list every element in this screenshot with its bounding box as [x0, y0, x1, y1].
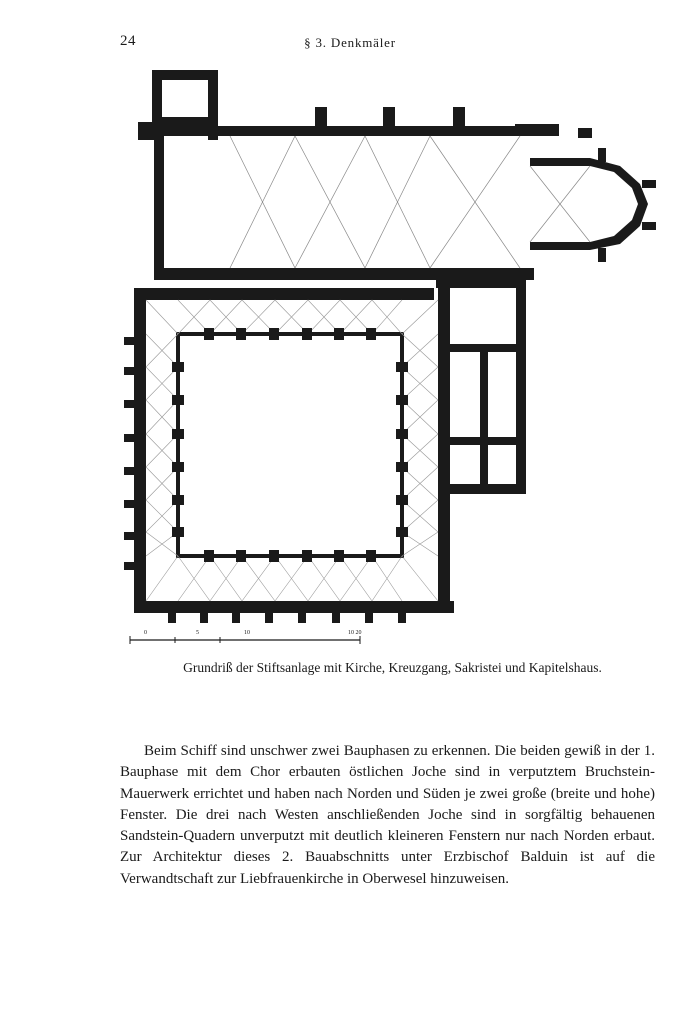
- cloister-east-wall: [438, 288, 450, 613]
- scale-label: 10: [244, 630, 250, 636]
- buttress: [453, 107, 465, 132]
- scale-label: 5: [196, 630, 199, 636]
- chancel-wall: [530, 242, 590, 250]
- buttress: [598, 148, 606, 162]
- scale-label: 10 20: [348, 630, 362, 636]
- chancel-wall: [530, 158, 590, 166]
- church-west-wall: [154, 126, 164, 276]
- scale-bar: [130, 630, 362, 644]
- sacristy-wall: [480, 344, 488, 494]
- tower-wall: [152, 117, 218, 126]
- buttress: [515, 124, 559, 136]
- buttress: [642, 180, 656, 188]
- figure-caption: Grundriß der Stiftsanlage mit Kirche, Kreuzgang, Sakristei und Kapitelshaus.: [183, 660, 602, 675]
- scale-label: 0: [144, 630, 147, 636]
- page-number: 24: [120, 33, 136, 49]
- body-paragraph: Beim Schiff sind unschwer zwei Bauphasen zu erkennen. Die beiden gewiß in der 1. Bauphase mit dem Chor erbauten östlichen Joche sind in verputztem Bruchstein-Mauerwerk errichtet und haben nach Norden und Süden je zwei große (breite und hohe) Fenster. Die drei nach Westen anschließenden Joche sind in sorgfältig behauenen Sandstein-Quadern unverputzt mit deutlich kleineren Fenstern nur nach Norden erbaut. Zur Architektur dieses 2. Bauabschnitts unter Erzbischof Balduin ist auf die Verwandtschaft zur Liebfrauenkirche in Oberwesel hinzuweisen.: [120, 743, 655, 887]
- running-head: § 3. Denkmäler: [304, 35, 396, 50]
- buttress: [642, 222, 656, 230]
- sacristy-wall: [516, 278, 526, 494]
- cloister-courtyard: [178, 334, 402, 556]
- body-text: [120, 741, 655, 890]
- buttress: [138, 122, 156, 140]
- apse-wall: [590, 158, 648, 250]
- cloister-north-wall: [134, 288, 434, 300]
- buttress: [315, 107, 327, 132]
- church-north-wall: [138, 126, 534, 136]
- buttress: [578, 128, 592, 138]
- sacristy-wall: [436, 278, 526, 288]
- floor-plan: [120, 62, 660, 652]
- buttress: [383, 107, 395, 132]
- buttress: [598, 248, 606, 262]
